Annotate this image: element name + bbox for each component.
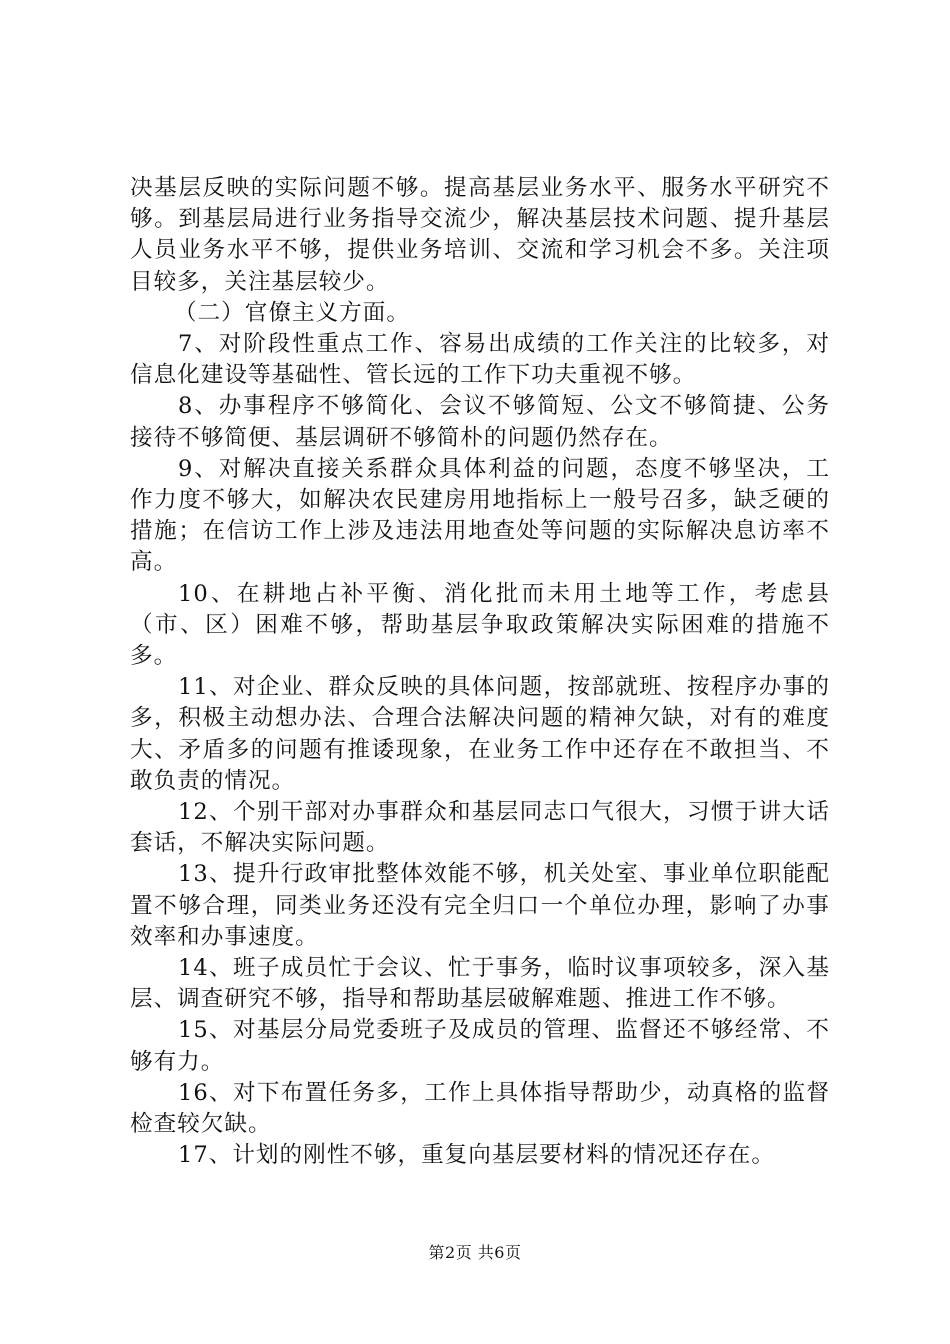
page-footer bbox=[0, 1240, 950, 1263]
page-number: 第2页 共6页 bbox=[428, 1243, 522, 1262]
paragraph-item-9: 9、对解决直接关系群众具体利益的问题，态度不够坚决，工作力度不够大，如解决农民建房用地指标上一般号召多，缺乏硬的措施；在信访工作上涉及违法用地查处等问题的实际解决息访率不高。 bbox=[130, 455, 830, 576]
paragraph-item-16: 16、对下布置任务多，工作上具体指导帮助少，动真格的监督检查较欠缺。 bbox=[130, 1079, 830, 1138]
paragraph-item-15: 15、对基层分局党委班子及成员的管理、监督还不够经常、不够有力。 bbox=[130, 1017, 830, 1075]
paragraph-item-12: 12、个别干部对办事群众和基层同志口气很大，习惯于讲大话套话，不解决实际问题。 bbox=[130, 799, 830, 857]
paragraph-item-10: 10、在耕地占补平衡、消化批而未用土地等工作，考虑县（市、区）困难不够，帮助基层争取政策解决实际困难的措施不多。 bbox=[130, 580, 830, 670]
document-body bbox=[130, 173, 830, 1172]
paragraph-item-14: 14、班子成员忙于会议、忙于事务，临时议事项较多，深入基层、调查研究不够，指导和帮助基层破解难题、推进工作不够。 bbox=[130, 955, 830, 1013]
paragraph-item-17: 17、计划的刚性不够，重复向基层要材料的情况还存在。 bbox=[178, 1142, 775, 1169]
paragraph-continuation: 决基层反映的实际问题不够。提高基层业务水平、服务水平研究不够。到基层局进行业务指导交流少，解决基层技术问题、提升基层人员业务水平不够，提供业务培训、交流和学习机会不多。关注项目较多，关注基层较少。 bbox=[130, 175, 830, 295]
paragraph-item-11: 11、对企业、群众反映的具体问题，按部就班、按程序办事的多，积极主动想办法、合理合法解决问题的精神欠缺，对有的难度大、矛盾多的问题有推诿现象，在业务工作中还存在不敢担当、不敢负责的情况。 bbox=[130, 674, 830, 794]
section-heading-bureaucratism: （二）官僚主义方面。 bbox=[174, 299, 410, 326]
paragraph-item-8: 8、办事程序不够简化、会议不够简短、公文不够简捷、公务接待不够简便、基层调研不够简朴的问题仍然存在。 bbox=[130, 393, 830, 451]
paragraph-item-7: 7、对阶段性重点工作、容易出成绩的工作关注的比较多，对信息化建设等基础性、管长远的工作下功夫重视不够。 bbox=[130, 331, 830, 389]
paragraph-item-13: 13、提升行政审批整体效能不够，机关处室、事业单位职能配置不够合理，同类业务还没有完全归口一个单位办理，影响了办事效率和办事速度。 bbox=[130, 861, 830, 950]
